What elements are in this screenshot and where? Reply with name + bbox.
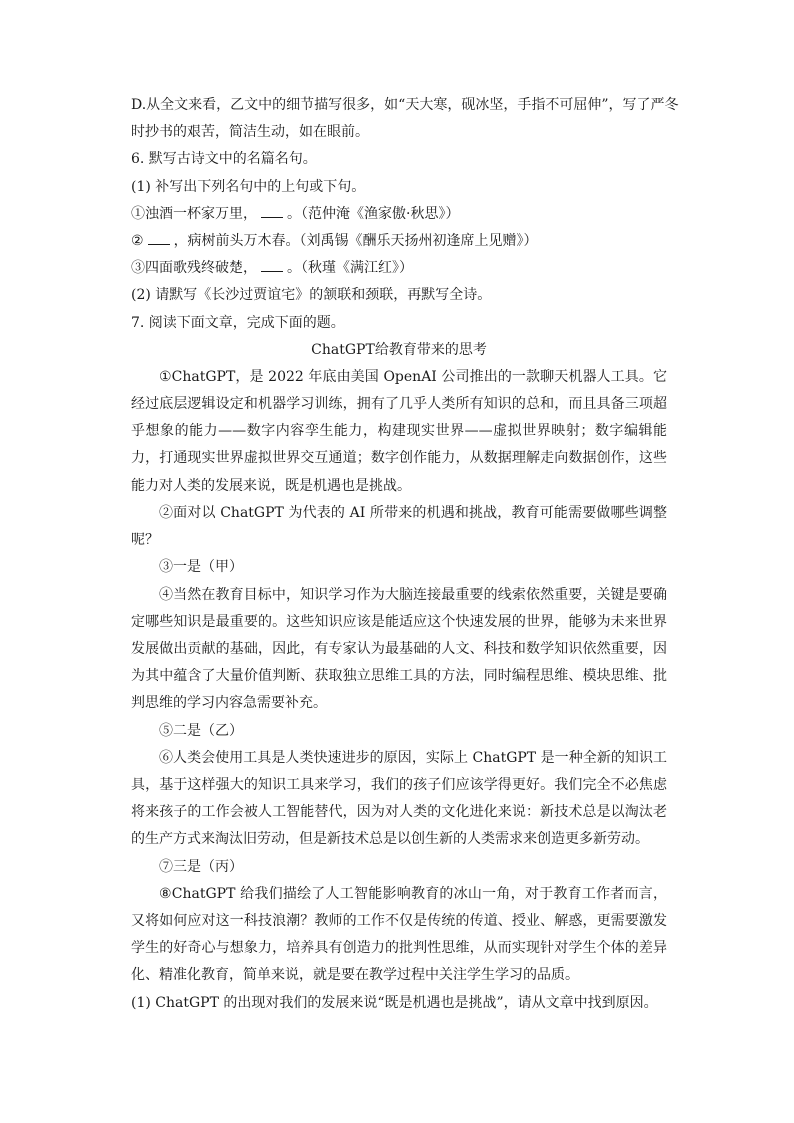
question-6-part-1: (1) 补写出下列名句中的上句或下句。 bbox=[131, 178, 366, 195]
article-paragraph-1: ①ChatGPT，是 2022 年底由美国 OpenAI 公司推出的一款聊天机器人工具。它经过底层逻辑设定和机器学习训练，拥有了几乎人类所有知识的总和，而且具备三项超乎想象的能力——数字内容孪生能力，构建现实世界——虚拟世界映射；数字编辑能力，打通现实世界虚拟世界交互通道；数字创作能力，从数据理解走向数据创作，这些能力对人类的发展来说，既是机遇也是挑战。 bbox=[131, 368, 667, 494]
document-page bbox=[131, 92, 679, 1017]
article-title: ChatGPT给教育带来的思考 bbox=[311, 341, 487, 358]
article-paragraph-7: ⑦三是（丙） bbox=[159, 858, 243, 875]
answer-blank[interactable] bbox=[261, 203, 283, 218]
question-6-heading: 6. 默写古诗文中的名篇名句。 bbox=[131, 151, 317, 168]
question-6-1c bbox=[131, 255, 667, 282]
q6-1a-suffix: 。（范仲淹《渔家傲·秋思》） bbox=[287, 205, 460, 222]
option-d-line-2: 时抄书的艰苦，简洁生动，如在眼前。 bbox=[131, 124, 369, 141]
article-paragraph-8: ⑧ChatGPT 给我们描绘了人工智能影响教育的冰山一角，对于教育工作者而言，又将如何应对这一科技浪潮？教师的工作不仅是传统的传道、授业、解惑，更需要激发学生的好奇心与想象力，培养具有创造力的批判性思维，从而实现针对学生个体的差异化、精准化教育，简单来说，就是要在教学过程中关注学生学习的品质。 bbox=[131, 885, 667, 984]
article-paragraph-4: ④当然在教育目标中，知识学习作为大脑连接最重要的线索依然重要，关键是要确定哪些知识是最重要的。这些知识应该是能适应这个快速发展的世界，能够为未来世界发展做出贡献的基础，因此，有专家认为最基础的人文、科技和数学知识依然重要，因为其中蕴含了大量价值判断、获取独立思维工具的方法，同时编程思维、模块思维、批判思维的学习内容急需要补充。 bbox=[131, 586, 667, 712]
answer-blank[interactable] bbox=[261, 257, 283, 272]
article-paragraph-2: ②面对以 ChatGPT 为代表的 AI 所带来的机遇和挑战，教育可能需要做哪些调整呢？ bbox=[131, 504, 667, 549]
q6-1b-suffix: ，病树前头万木春。（刘禹锡《酬乐天扬州初逢席上见赠》） bbox=[173, 232, 538, 249]
q6-1b-prefix: ② bbox=[131, 232, 144, 249]
answer-blank[interactable] bbox=[148, 230, 170, 245]
option-d-line-1: D.从全文来看，乙文中的细节描写很多，如“天大寒，砚冰坚，手指不可屈伸”，写了严冬 bbox=[131, 97, 679, 113]
q6-1c-suffix: 。（秋瑾《满江红》） bbox=[287, 260, 413, 277]
article-paragraph-6: ⑥人类会使用工具是人类快速进步的原因，实际上 ChatGPT 是一种全新的知识工具，基于这样强大的知识工具来学习，我们的孩子们应该学得更好。我们完全不必焦虑将来孩子的工作会被人工智能替代，因为对人类的文化进化来说：新技术总是以淘汰老的生产方式来淘汰旧劳动，但是新技术总是以创生新的人类需求来创造更多新劳动。 bbox=[131, 749, 667, 848]
article-paragraph-3: ③一是（甲） bbox=[159, 559, 243, 576]
q6-1c-prefix: ③四面歌残终破楚， bbox=[131, 260, 257, 277]
article-paragraph-5: ⑤二是（乙） bbox=[159, 722, 243, 739]
question-7-heading: 7. 阅读下面文章，完成下面的题。 bbox=[131, 314, 345, 331]
question-6-part-2: (2) 请默写《长沙过贾谊宅》的颔联和颈联，再默写全诗。 bbox=[131, 287, 492, 304]
question-6-1b bbox=[131, 228, 667, 255]
q6-1a-prefix: ①浊酒一杯家万里， bbox=[131, 205, 257, 222]
question-7-part-1: (1) ChatGPT 的出现对我们的发展来说“既是机遇也是挑战”，请从文章中找到原因。 bbox=[131, 994, 658, 1011]
question-6-1a bbox=[131, 201, 667, 228]
